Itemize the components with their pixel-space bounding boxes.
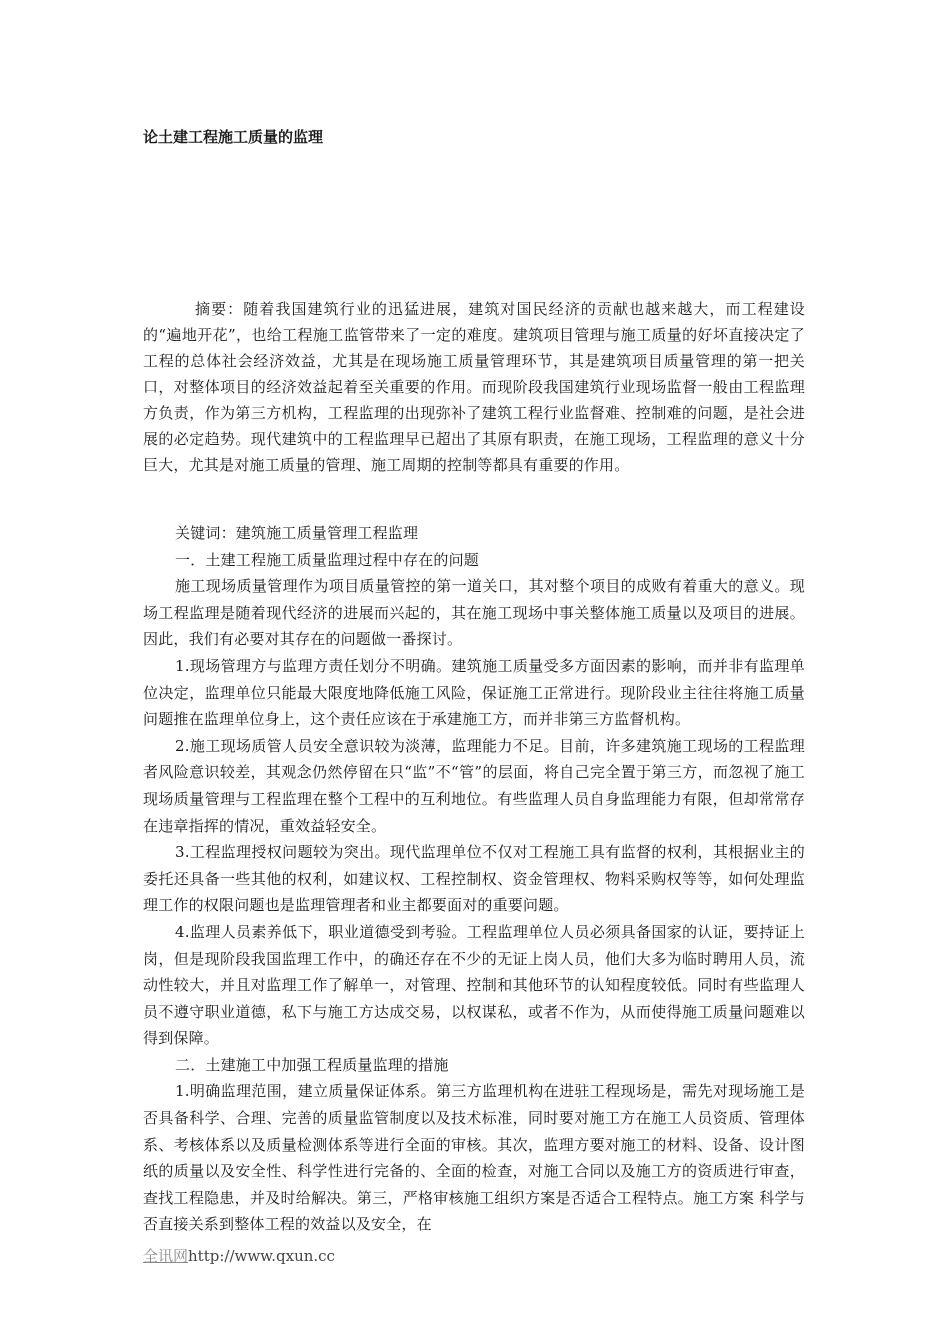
document-body	[143, 520, 805, 1238]
body-paragraph: 3.工程监理授权问题较为突出。现代监理单位不仅对工程施工具有监督的权利，其根据业主的委托还具备一些其他的权利，如建议权、工程控制权、资金管理权、物料采购权等等，如何处理监理工作的权限问题也是监理管理者和业主都要面对的重要问题。	[143, 843, 805, 915]
section-heading-1: 一．土建工程施工质量监理过程中存在的问题	[175, 550, 480, 569]
document-title: 论土建工程施工质量的监理	[143, 128, 324, 146]
footer-url[interactable]: http://www.qxun.cc	[188, 1247, 335, 1265]
body-paragraph: 1.明确监理范围，建立质量保证体系。第三方监理机构在进驻工程现场是，需先对现场施工是否具备科学、合理、完善的质量监管制度以及技术标准，同时要对施工方在施工人员资质、管理体系、考核体系以及质量检测体系等进行全面的审核。其次，监理方要对施工的材料、设备、设计图纸的质量以及安全性、科学性进行完备的、全面的检查，对施工合同以及施工方的资质进行审查，查找工程隐患，并及时给解决。第三，严格审核施工组织方案是否适合工程特点。施工方案 科学与否直接关系到整体工程的效益以及安全，在	[143, 1082, 805, 1234]
keywords-line: 关键词：建筑施工质量管理工程监理	[175, 524, 419, 542]
abstract-paragraph: 摘要：随着我国建筑行业的迅猛进展，建筑对国民经济的贡献也越来越大，而工程建设的“遍地开花”，也给工程施工监管带来了一定的难度。建筑项目管理与施工质量的好坏直接决定了工程的总体社会经济效益，尤其是在现场施工质量管理环节，其是建筑项目质量管理的第一把关口，对整体项目的经济效益起着至关重要的作用。而现阶段我国建筑行业现场监督一般由工程监理方负责，作为第三方机构，工程监理的出现弥补了建筑工程行业监督难、控制难的问题，是社会进展的必定趋势。现代建筑中的工程监理早已超出了其原有职责，在施工现场，工程监理的意义十分巨大，尤其是对施工质量的管理、施工周期的控制等都具有重要的作用。	[143, 300, 805, 474]
section-heading-2: 二．土建施工中加强工程质量监理的措施	[175, 1055, 449, 1074]
body-paragraph: 施工现场质量管理作为项目质量管控的第一道关口，其对整个项目的成败有着重大的意义。现场工程监理是随着现代经济的进展而兴起的，其在施工现场中事关整体施工质量以及项目的进展。因此，我们有必要对其存在的问题做一番探讨。	[143, 577, 805, 649]
page-footer	[143, 1246, 335, 1266]
body-paragraph: 4.监理人员素养低下，职业道德受到考验。工程监理单位人员必须具备国家的认证，要持证上岗，但是现阶段我国监理工作中，的确还存在不少的无证上岗人员，他们大多为临时聘用人员，流动性较大，并且对监理工作了解单一，对管理、控制和其他环节的认知程度较低。同时有些监理人员不遵守职业道德，私下与施工方达成交易，以权谋私，或者不作为，从而使得施工质量问题难以得到保障。	[143, 922, 805, 1048]
footer-brand-link[interactable]: 全讯网	[143, 1247, 189, 1265]
body-paragraph: 2.施工现场质管人员安全意识较为淡薄，监理能力不足。目前，许多建筑施工现场的工程监理者风险意识较差，其观念仍然停留在只“监”不“管”的层面，将自己完全置于第三方，而忽视了施工现场质量管理与工程监理在整个工程中的互利地位。有些监理人员自身监理能力有限，但却常常存在违章指挥的情况，重效益轻安全。	[143, 736, 805, 835]
body-paragraph: 1.现场管理方与监理方责任划分不明确。建筑施工质量受多方面因素的影响，而并非有监理单位决定，监理单位只能最大限度地降低施工风险，保证施工正常进行。现阶段业主往往将施工质量问题推在监理单位身上，这个责任应该在于承建施工方，而并非第三方监督机构。	[143, 656, 805, 729]
